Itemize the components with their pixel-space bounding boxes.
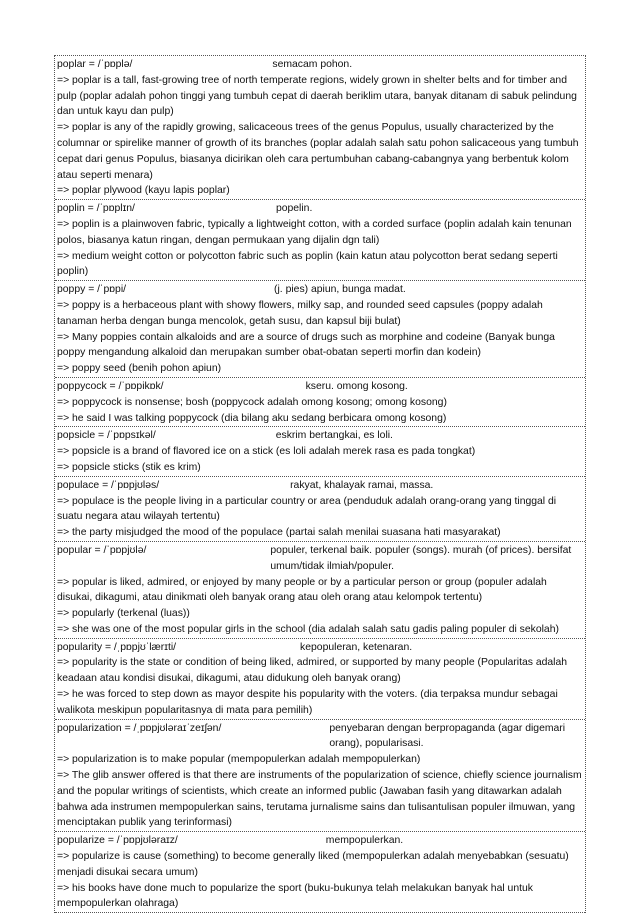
example-line: => popularization is to make popular (mempopulerkan adalah mempopulerkan) <box>57 754 421 766</box>
dictionary-entry <box>55 720 585 833</box>
example-line: => popularize is cause (something) to become generally liked (mempopulerkan adalah menyebabkan (sesuatu) menjadi disukai secara umum) <box>57 851 569 878</box>
headword-pronunciation: poppycock = /ˈpɒpikɒk/ <box>57 380 164 392</box>
example-line: => he was forced to step down as mayor despite his popularity with the voters. (dia terpaksa mundur sebagai walikota meskipun popularitasnya di mata para pemilih) <box>57 689 558 716</box>
entry-headline <box>57 833 584 849</box>
entry-headline <box>57 379 584 395</box>
entry-headline <box>57 721 584 753</box>
example-line: => the party misjudged the mood of the populace (partai salah menilai suasana hati masyarakat) <box>57 527 501 539</box>
headword-translation: rakyat, khalayak ramai, massa. <box>290 479 434 491</box>
example-line: => populace is the people living in a particular country or area (penduduk adalah orang-orang yang tinggal di suatu negara atau wilayah tertentu) <box>57 495 557 523</box>
dictionary-entry <box>55 200 585 281</box>
entry-headline <box>57 428 584 444</box>
headword-pronunciation: populace = /ˈpɒpjʊləs/ <box>57 479 160 491</box>
entry-headline <box>57 282 584 298</box>
dictionary-entry <box>55 56 585 200</box>
example-line: => popsicle sticks (stik es krim) <box>57 461 201 473</box>
headword-pronunciation: popular = /ˈpɒpjʊlə/ <box>57 544 147 556</box>
dictionary-entry <box>55 477 585 542</box>
example-line: => poppy seed (benih pohon apiun) <box>57 363 222 375</box>
example-line: => popsicle is a brand of flavored ice on a stick (es loli adalah merek rasa es pada tongkat) <box>57 446 476 458</box>
headword-translation: eskrim bertangkai, es loli. <box>275 430 393 442</box>
headword-translation: kseru. omong kosong. <box>305 380 408 392</box>
example-line: => she was one of the most popular girls in the school (dia adalah salah satu gadis paling populer di sekolah) <box>57 623 559 635</box>
dictionary-entry <box>55 639 585 720</box>
headword-translation: popelin. <box>275 203 313 215</box>
example-line: => poplin is a plainwoven fabric, typically a lightweight cotton, with a corded surface (poplin adalah kain tenunan polos, biasanya katun ringan, dengan permukaan yang dijalin dgn tali) <box>57 218 572 246</box>
example-line: => poplar is any of the rapidly growing, salicaceous trees of the genus Populus, usually characterized by the columnar or spirelike manner of growth of its branches (poplar adalah salah satu pohon salicaceous yang tumbuh cepat dari genus Populus, biasanya dicirikan oleh cara pertumbuhan cabang-cabangnya yang berbentuk kolom atau seperti menara) <box>57 122 579 181</box>
example-line: => popularly (terkenal (luas)) <box>57 608 190 620</box>
example-line: => poplar is a tall, fast-growing tree of north temperate regions, widely grown in shelter belts and for timber and pulp (poplar adalah pohon tinggi yang tumbuh cepat di daerah beriklim utara, banyak ditanam di sabuk pelindung dan untuk kayu dan pulp) <box>57 74 577 118</box>
headword-pronunciation: poplar = /ˈpɒplə/ <box>57 59 133 70</box>
dictionary-entry <box>55 281 585 378</box>
headword-pronunciation: poplin = /ˈpɒplɪn/ <box>57 203 135 215</box>
example-line: => poplar plywood (kayu lapis poplar) <box>57 185 230 197</box>
dictionary-entry <box>55 832 585 913</box>
headword-translation: kepopuleran, ketenaran. <box>300 641 413 653</box>
example-line: => Many poppies contain alkaloids and are a source of drugs such as morphine and codeine (Banyak bunga poppy mengandung alkaloid dan merupakan sumber obat-obatan seperti morfin dan kodein) <box>57 331 555 359</box>
example-line: => his books have done much to popularize the sport (buku-bukunya telah melakukan banyak hal untuk mempopulerkan olahraga) <box>57 882 533 910</box>
entry-headline <box>57 543 584 575</box>
entry-headline <box>57 201 584 217</box>
headword-pronunciation: popularize = /ˈpɒpjʊləraɪz/ <box>57 835 178 847</box>
entry-headline <box>57 478 584 494</box>
example-line: => medium weight cotton or polycotton fabric such as poplin (kain katun atau polycotton berat sedang seperti poplin) <box>57 250 558 278</box>
example-line: => The glib answer offered is that there are instruments of the popularization of science, chiefly science journalism and the popular writings of scientists, which create an informed public (Jawaban fasih yang ditawarkan adalah bahwa ada instrumen mempopulerkan sains, terutama jurnalisme sains dan tulisantulisan populer ilmuwan, yang menciptakan publik yang terinformasi) <box>57 770 582 829</box>
headword-pronunciation: poppy = /ˈpɒpi/ <box>57 284 127 296</box>
example-line: => poppy is a herbaceous plant with showy flowers, milky sap, and rounded seed capsules (poppy adalah tanaman herba dengan bunga mencolok, getah susu, dan kapsul biji bulat) <box>57 299 543 327</box>
headword-translation: mempopulerkan. <box>325 835 404 847</box>
example-line: => he said I was talking poppycock (dia bilang aku sedang berbicara omong kosong) <box>57 412 447 424</box>
entry-headline <box>57 57 584 73</box>
headword-translation: populer, terkenal baik. populer (songs). murah (of prices). bersifat umum/tidak ilmiah/populer. <box>270 544 572 572</box>
dictionary-entry <box>55 542 585 639</box>
example-line: => popular is liked, admired, or enjoyed by many people or by a particular person or group (populer adalah disukai, dikagumi, atau dinikmati oleh banyak orang atau oleh orang atau kelompok tertentu) <box>57 576 547 604</box>
headword-translation: (j. pies) apiun, bunga madat. <box>274 284 406 296</box>
example-line: => poppycock is nonsense; bosh (poppycock adalah omong kosong; omong kosong) <box>57 396 447 408</box>
headword-pronunciation: popularization = /ˌpɒpjʊləraɪˈzeɪʃən/ <box>57 722 222 734</box>
dictionary-sheet <box>54 55 586 913</box>
headword-pronunciation: popularity = /ˌpɒpjʊˈlærɪti/ <box>57 641 177 653</box>
headword-translation: semacam pohon. <box>272 59 353 70</box>
headword-pronunciation: popsicle = /ˈpɒpsɪkəl/ <box>57 430 156 442</box>
entry-headline <box>57 640 584 656</box>
example-line: => popularity is the state or condition of being liked, admired, or supported by many people (Popularitas adalah keadaan atau kondisi disukai, dikagumi, atau didukung oleh banyak orang) <box>57 657 568 685</box>
dictionary-entry <box>55 378 585 427</box>
headword-translation: penyebaran dengan berpropaganda (agar digemari orang), popularisasi. <box>329 722 566 750</box>
dictionary-entry <box>55 427 585 476</box>
